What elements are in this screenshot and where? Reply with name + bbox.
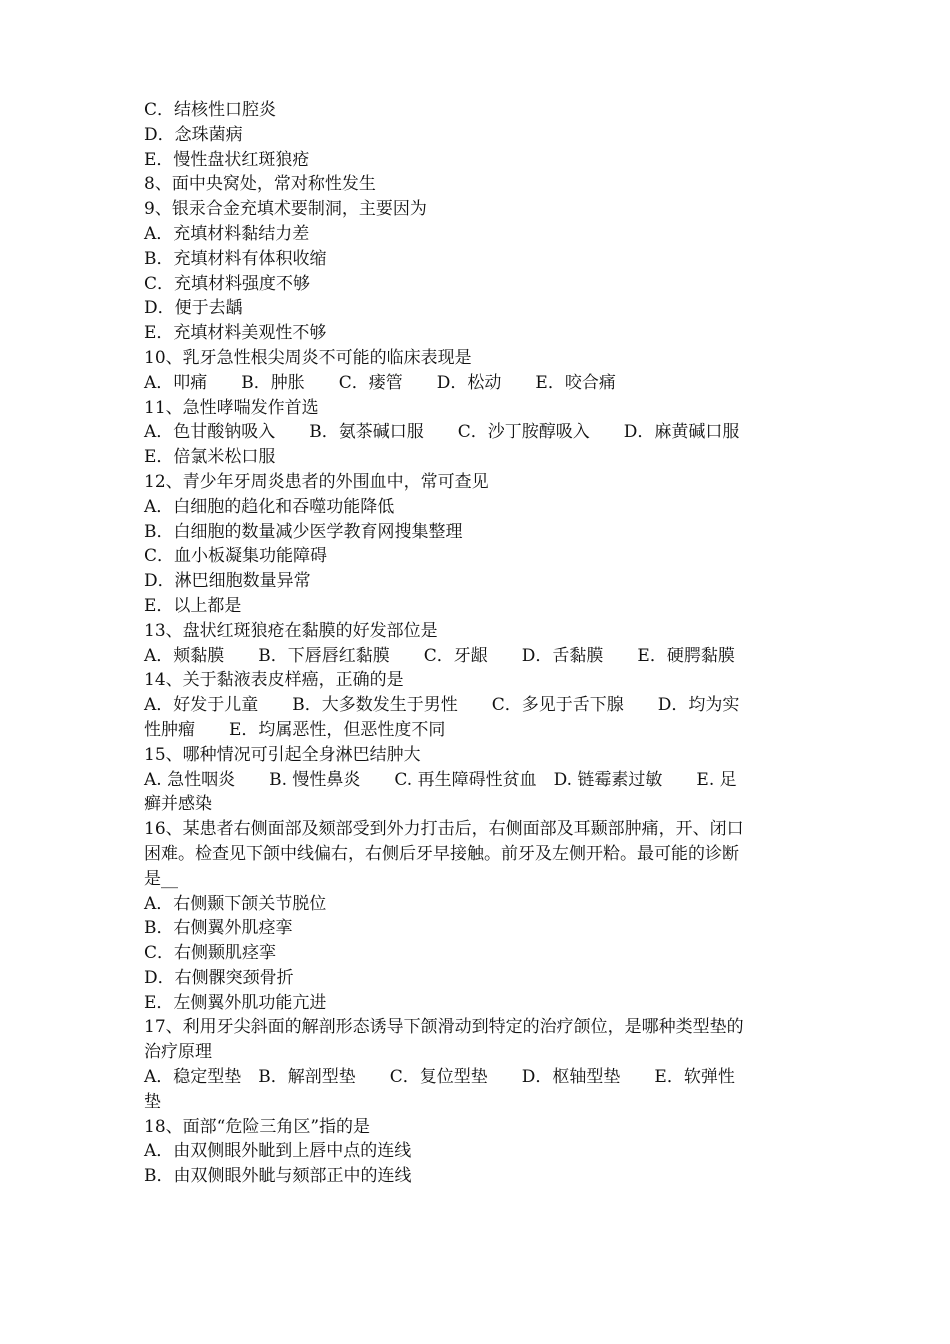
question-line: 9、银汞合金充填术要制洞，主要因为 [144,199,427,220]
option-line: A．由双侧眼外眦到上唇中点的连线 [144,1141,412,1162]
option-line: E．倍氯米松口服 [144,447,276,468]
question-line: 18、面部“危险三角区”指的是 [144,1116,371,1137]
option-line: A. 急性咽炎 B. 慢性鼻炎 C. 再生障碍性贫血 D. 链霉素过敏 E. 足 [144,769,737,790]
option-line: 垫 [144,1091,161,1112]
option-line: D．淋巴细胞数量异常 [144,571,311,592]
question-line: 8、面中央窝处，常对称性发生 [144,174,376,195]
option-line: A．白细胞的趋化和吞噬功能降低 [144,496,395,517]
option-line: C．充填材料强度不够 [144,273,311,294]
document-body [144,98,824,1189]
question-line: 14、关于黏液表皮样癌，正确的是 [144,670,404,691]
option-line: E．充填材料美观性不够 [144,323,327,344]
option-line: A．充填材料黏结力差 [144,223,310,244]
option-line: A．颊黏膜 B．下唇唇红黏膜 C．牙龈 D．舌黏膜 E．硬腭黏膜 [144,645,735,666]
question-line: 15、哪种情况可引起全身淋巴结肿大 [144,744,421,765]
option-line: A．稳定型垫 B．解剖型垫 C．复位型垫 D．枢轴型垫 E．软弹性 [144,1067,735,1088]
option-line: A．叩痛 B．肿胀 C．瘘管 D．松动 E．咬合痛 [144,372,616,393]
option-line: C．结核性口腔炎 [144,100,277,120]
question-line: 13、盘状红斑狼疮在黏膜的好发部位是 [144,620,438,641]
option-line: E．慢性盘状红斑狼疮 [144,149,310,170]
option-line: D．念珠菌病 [144,124,243,145]
option-line: C．血小板凝集功能障碍 [144,546,328,567]
option-line: D．便于去龋 [144,298,243,319]
option-line: A．好发于儿童 B．大多数发生于男性 C．多见于舌下腺 D．均为实 [144,695,740,716]
option-line: D．右侧髁突颈骨折 [144,967,294,988]
question-line: 是__ [144,868,178,889]
option-line: A．色甘酸钠吸入 B．氨茶碱口服 C．沙丁胺醇吸入 D．麻黄碱口服 [144,422,740,443]
question-line: 17、利用牙尖斜面的解剖形态诱导下颌滑动到特定的治疗颌位，是哪种类型垫的 [144,1017,744,1038]
option-line: B．由双侧眼外眦与颏部正中的连线 [144,1166,412,1187]
option-line: B．右侧翼外肌痉挛 [144,918,293,939]
option-line: B．白细胞的数量减少医学教育网搜集整理 [144,521,463,542]
option-line: B．充填材料有体积收缩 [144,248,327,269]
question-line: 治疗原理 [144,1042,212,1063]
option-line: C．右侧颞肌痉挛 [144,943,277,964]
option-line: 性肿瘤 E．均属恶性，但恶性度不同 [144,719,446,740]
option-line: E．以上都是 [144,595,242,616]
question-line: 10、乳牙急性根尖周炎不可能的临床表现是 [144,347,472,368]
question-line: 16、某患者右侧面部及颏部受到外力打击后，右侧面部及耳颞部肿痛，开、闭口 [144,819,744,840]
option-line: E．左侧翼外肌功能亢进 [144,992,327,1013]
question-line: 困难。检查见下颌中线偏右，右侧后牙早接触。前牙及左侧开粭。最可能的诊断 [144,843,739,864]
question-line: 11、急性哮喘发作首选 [144,397,319,418]
option-line: 癣并感染 [144,794,212,815]
question-line: 12、青少年牙周炎患者的外围血中，常可查见 [144,471,489,492]
option-line: A．右侧颞下颌关节脱位 [144,893,327,914]
